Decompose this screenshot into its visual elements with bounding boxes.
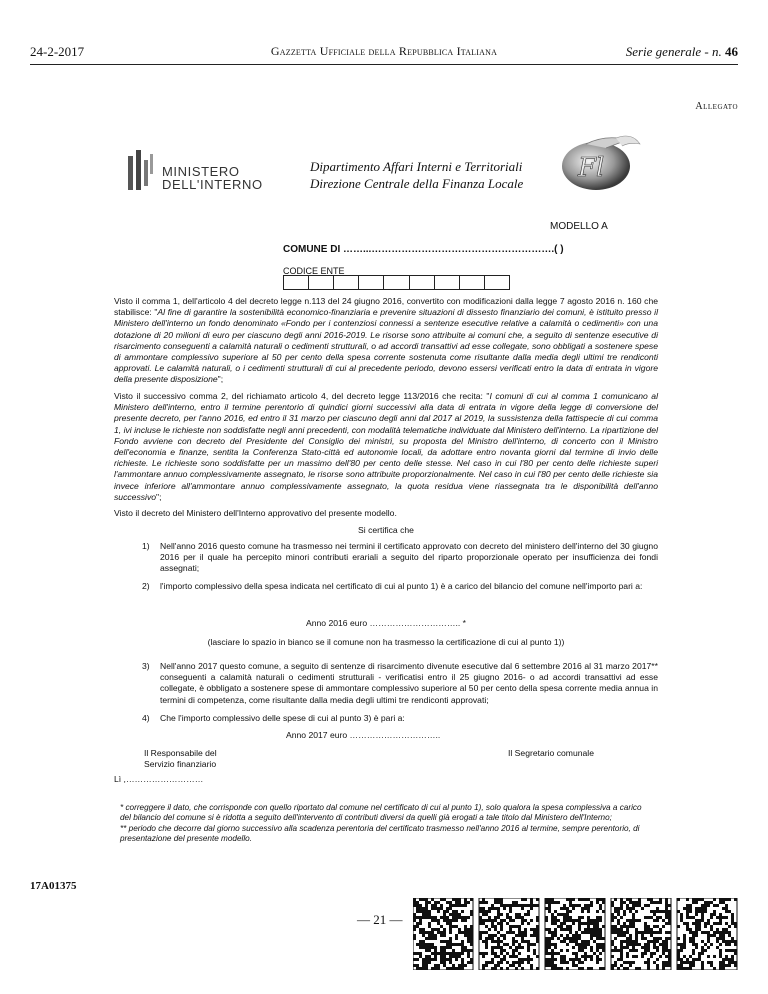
p2-lead: Visto il successivo comma 2, del richiamato articolo 4, del decreto legge 113/2016 che recita: " bbox=[114, 391, 490, 401]
codice-box[interactable] bbox=[384, 276, 409, 289]
department-line2: Direzione Centrale della Finanza Locale bbox=[310, 176, 524, 191]
gazzetta-title: Gazzetta Ufficiale della Repubblica Italiana bbox=[270, 44, 498, 58]
footnote-double-star: ** periodo che decorre dal giorno successivo alla scadenza perentoria del certificato trasmesso nell'anno 2016 al termine, sempre perentorio, di presentazione del presente modello. bbox=[120, 823, 640, 844]
department-line1: Dipartimento Affari Interni e Territoriali bbox=[310, 159, 523, 174]
allegato-label: Allegato bbox=[695, 101, 738, 112]
item-text: Nell'anno 2016 questo comune ha trasmesso nei termini il certificato approvato con decreto del ministero dell'interno del 30 giugno 2016 per il quale ha percepito minori contributi erariali a seguito del riparto proporzionale operato per insufficienza dei fondi assegnati; bbox=[160, 541, 658, 574]
department-heading bbox=[310, 158, 523, 192]
paragraph-comma1 bbox=[114, 296, 658, 386]
document-code: 17A01375 bbox=[30, 880, 77, 892]
ministero-line2: DELL'INTERNO bbox=[162, 177, 263, 192]
list-item bbox=[114, 661, 658, 706]
signature-responsabile bbox=[144, 748, 217, 770]
codice-box[interactable] bbox=[410, 276, 435, 289]
header-divider bbox=[30, 64, 738, 65]
codice-box[interactable] bbox=[334, 276, 359, 289]
item-text: Che l'importo complessivo delle spese di cui al punto 3) è pari a: bbox=[160, 713, 405, 723]
certifica-heading: Si certifica che bbox=[358, 525, 414, 535]
anno-2017-amount[interactable]: Anno 2017 euro ………………………….. bbox=[286, 730, 441, 740]
p2-end: "; bbox=[156, 491, 162, 502]
ministero-logo bbox=[128, 150, 273, 192]
anno-2016-note: (lasciare lo spazio in bianco se il comune non ha trasmesso la certificazione di cui al punto 1)) bbox=[207, 637, 565, 647]
codice-box[interactable] bbox=[284, 276, 309, 289]
fl-logo-text: Fl bbox=[578, 153, 605, 183]
item-number: 3) bbox=[142, 661, 150, 671]
serie-number: 46 bbox=[725, 44, 738, 59]
codice-ente-label: CODICE ENTE bbox=[283, 266, 345, 276]
codice-box[interactable] bbox=[460, 276, 485, 289]
list-item bbox=[114, 541, 658, 575]
item-text: l'importo complessivo della spesa indicata nel certificato di cui al punto 1) è a carico del bilancio del comune nell'importo pari a: bbox=[160, 581, 643, 591]
item-text: Nell'anno 2017 questo comune, a seguito di sentenze di risarcimento divenute esecutive dal 6 settembre 2016 al 31 marzo 2017** conseguenti a calamità naturali o cedimenti strutturali - verificatisi entro il 25 giugno 2016- o ad accordi transattivi ad esse collegate, è obbligato a sostenere spese di ammontare complessivo superiore al 50 per cento della spesa corrente media annua in termini di competenza, come risultante dalla media degli ultimi tre rendiconti approvati; bbox=[160, 661, 658, 705]
comune-field[interactable]: COMUNE DI ……...……………………………………………….( ) bbox=[283, 244, 564, 255]
serie-label: Serie generale - n. bbox=[625, 44, 722, 59]
item-number: 2) bbox=[142, 581, 150, 591]
datamatrix-codes-icon bbox=[413, 898, 738, 970]
paragraph-comma2 bbox=[114, 391, 658, 503]
ministero-text bbox=[162, 165, 263, 191]
item-number: 1) bbox=[142, 541, 150, 551]
list-item bbox=[114, 581, 658, 592]
serie-generale bbox=[626, 44, 738, 60]
responsabile-line2: Servizio finanziario bbox=[144, 759, 217, 769]
list-item bbox=[114, 713, 658, 724]
item-number: 4) bbox=[142, 713, 150, 723]
codice-box[interactable] bbox=[309, 276, 334, 289]
luogo-data-field[interactable]: Lì ,……………………… bbox=[114, 774, 204, 784]
page-number: — 21 — bbox=[357, 912, 403, 927]
signature-segretario: Il Segretario comunale bbox=[508, 748, 594, 758]
footnotes bbox=[120, 803, 654, 845]
p1-end: "; bbox=[217, 374, 224, 385]
paragraph-decreto: Visto il decreto del Ministero dell'Interno approvativo del presente modello. bbox=[114, 508, 397, 518]
p1-lead: Visto il comma 1, dell'articolo 4 del decreto legge n.113 del 24 giugno 2016, convertito con modificazioni dalla legge 7 agosto 2016 n. 160 che stabilisce: " bbox=[114, 296, 658, 318]
footnote-star: * correggere il dato, che corrisponde con quello riportato dal comune nel certificato di cui al punto 1), solo qualora la spesa complessiva a carico del bilancio del comune si è ridotta a seguito dell'intervento di contributi diversi da quelli già erogati a tale titolo dal Ministero dell'Interno; bbox=[120, 803, 642, 823]
modello-label: MODELLO A bbox=[550, 221, 608, 232]
responsabile-line1: Il Responsabile del bbox=[144, 748, 217, 758]
anno-2016-amount[interactable]: Anno 2016 euro ………………………….. * bbox=[306, 618, 466, 628]
header-date: 24-2-2017 bbox=[30, 44, 85, 59]
codice-box[interactable] bbox=[359, 276, 384, 289]
p2-quote: I comuni di cui al comma 1 comunicano al Ministero dell'interno, entro il termine perentorio di quindici giorni successivi alla data di entrata in vigore della legge di conversione del presente decreto, per l'anno 2016, ed entro il 31 marzo per ciascuno degli anni dal 2017 al 2019, la sussistenza della fattispecie di cui comma 1, ivi incluse le richieste non soddisfatte negli anni precedenti, con modalità telematiche individuate dal Ministero dell'interno. La ripartizione del Fondo avviene con decreto del Presidente del Consiglio dei ministri, su proposta del Ministro dell'interno, di concerto con il Ministro dell'economia e finanze, sentita la Conferenza Stato-città ed autonomie locali, da adottare entro novanta giorni dal termine di invio delle richieste. Le richieste sono soddisfatte per un massimo dell'80 per cento delle stesse. Nel caso in cui l'80 per cento delle richieste superi l'ammontare annuo complessivamente assegnato, le risorse sono attribuite proporzionalmente. Nel caso in cui l'80 per cento delle richieste sia invece inferiore all'ammontare annuo complessivamente assegnato, la quota residua viene riassegnata tra le disponibilità dell'anno successivo bbox=[114, 391, 658, 502]
codice-ente-boxes[interactable] bbox=[283, 275, 510, 290]
ministero-emblem-icon bbox=[128, 150, 154, 190]
codice-box[interactable] bbox=[435, 276, 460, 289]
p1-quote: Al fine di garantire la sostenibilità economico-finanziaria e prevenire situazioni di dissesto finanziario dei comuni, è istituito presso il Ministero dell'interno un fondo denominato «Fondo per i contenziosi connessi a sentenze esecutive relative a calamità o cedimenti» con una dotazione di 20 milioni di euro per ciascuno degli anni 2016-2019. Le risorse sono attribuite ai comuni che, a seguito di sentenze esecutive di risarcimento conseguenti a calamità naturali o cedimenti strutturali, o ad accordi transattivi ad esse collegate, sono obbligati a sostenere spese di ammontare complessivo superiore al 50 per cento della spesa corrente sostenuta come risultante dalla media degli ultimi tre rendiconti approvati. Le calamità naturali, o i cedimenti strutturali di cui al precedente periodo, devono essersi verificati entro la data di entrata in vigore della presente disposizione bbox=[114, 307, 659, 385]
ministero-line1: MINISTERO bbox=[162, 164, 240, 179]
codice-box[interactable] bbox=[485, 276, 509, 289]
finanza-locale-logo bbox=[556, 130, 642, 194]
